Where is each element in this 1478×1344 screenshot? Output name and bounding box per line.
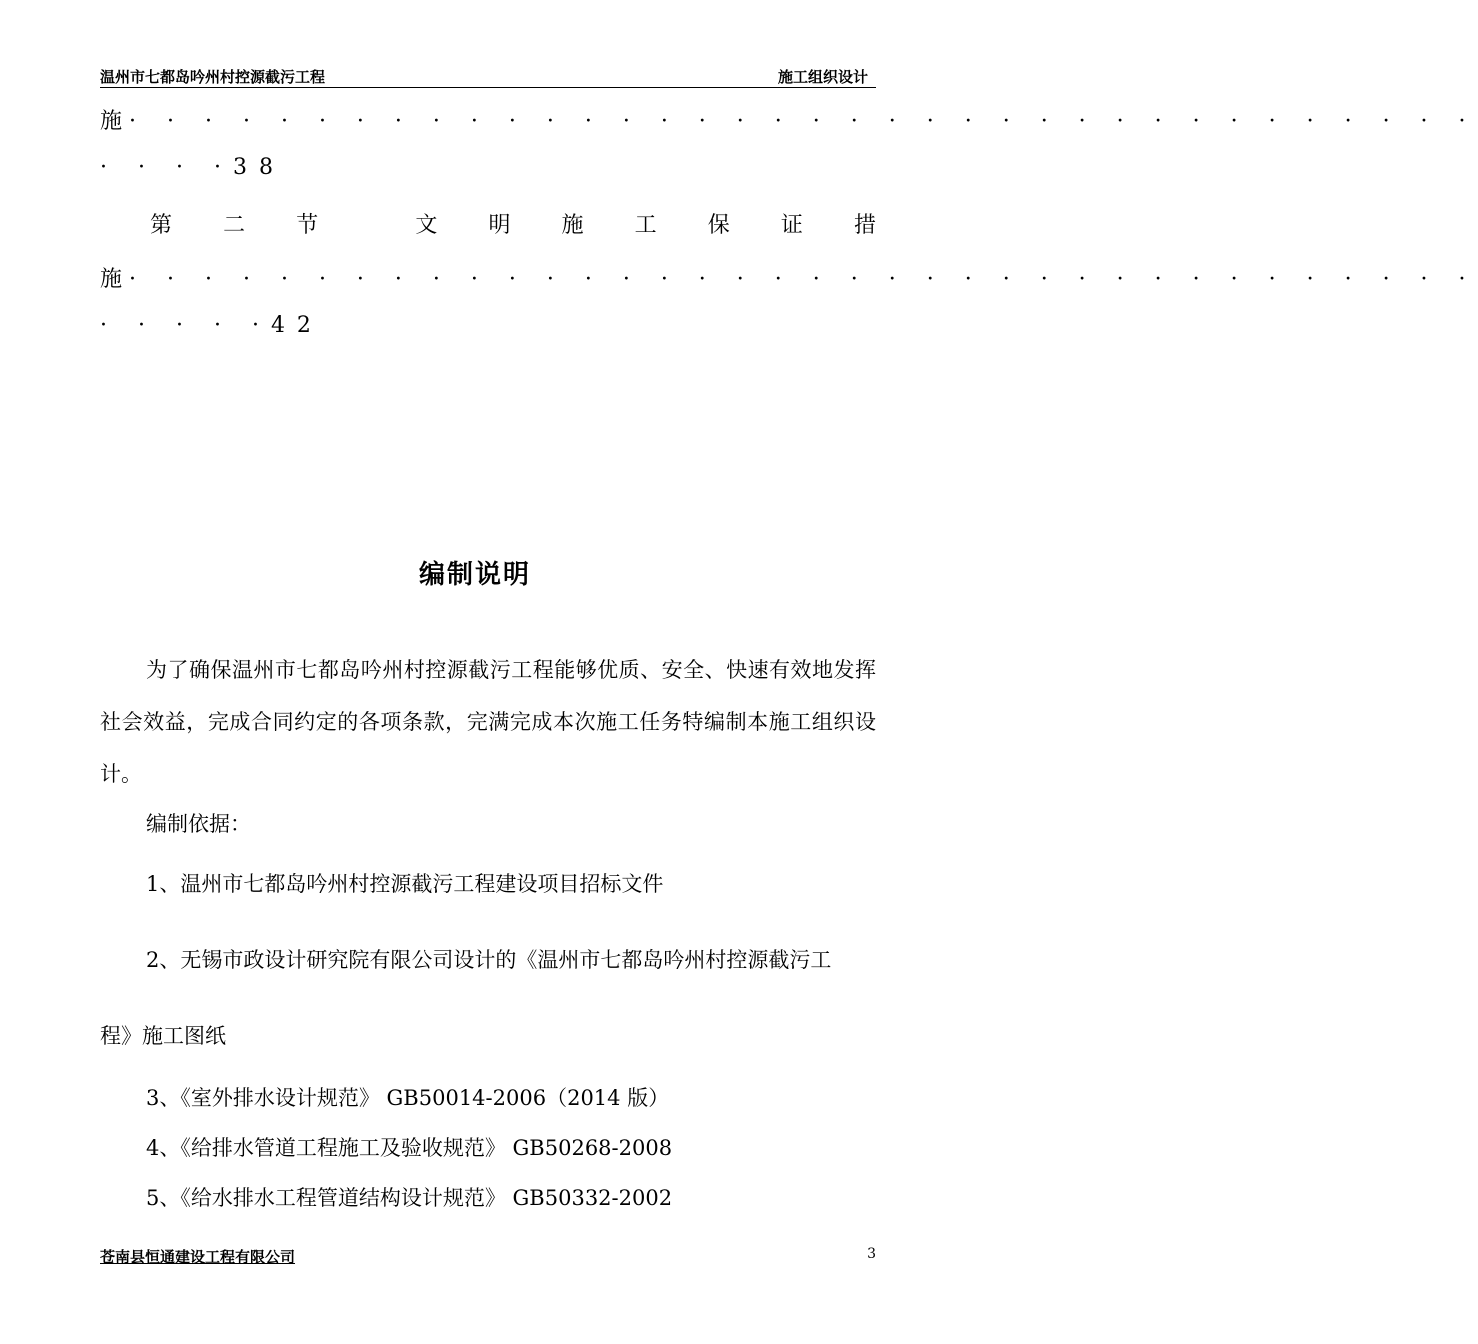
toc-page-ref: · · · ·38: [100, 155, 285, 180]
header-doc-type: 施工组织设计: [777, 68, 868, 86]
basis-item: 1、温州市七都岛吟州村控源截污工程建设项目招标文件: [146, 872, 664, 896]
toc-section-char: 文: [415, 213, 438, 238]
basis-item: 3、《室外排水设计规范》 GB50014-2006（2014 版）: [146, 1086, 670, 1110]
basis-label: 编制依据：: [146, 812, 251, 836]
toc-section-heading: [150, 208, 876, 239]
page-title: 编制说明: [418, 560, 531, 590]
toc-leaders: · · · · · · · · · · · · · · · · · · · · · · · · · · · · · · · · · · · ·: [129, 109, 1478, 134]
basis-item: 2、无锡市政设计研究院有限公司设计的《温州市七都岛吟州村控源截污工: [146, 948, 832, 972]
toc-section-char: 施: [561, 213, 584, 238]
basis-item-continuation: 程》施工图纸: [100, 1024, 226, 1048]
intro-paragraph: 为了确保温州市七都岛吟州村控源截污工程能够优质、安全、快速有效地发挥社会效益，完成合同约定的各项条款，完满完成本次施工任务特编制本施工组织设计。: [100, 658, 876, 786]
toc-char: 施: [100, 109, 123, 134]
toc-section-char: 保: [707, 213, 730, 238]
toc-entry-line: [100, 104, 1478, 135]
footer-company: 苍南县恒通建设工程有限公司: [100, 1248, 296, 1266]
toc-entry-line: [100, 262, 1478, 293]
toc-section-char: 明: [488, 213, 511, 238]
header-rule: [100, 87, 876, 88]
header-project: 温州市七都岛吟州村控源截污工程: [100, 68, 326, 86]
toc-section-char: 二: [223, 213, 246, 238]
basis-item: 5、《给水排水工程管道结构设计规范》 GB50332-2002: [146, 1186, 673, 1210]
toc-section-char: 工: [634, 213, 657, 238]
page-number: 3: [867, 1246, 876, 1262]
toc-section-char: 证: [780, 213, 803, 238]
basis-item: 4、《给排水管道工程施工及验收规范》 GB50268-2008: [146, 1136, 673, 1160]
toc-entry-page-line: [100, 313, 876, 338]
toc-page-ref: · · · · ·42: [100, 313, 323, 338]
toc-entry-page-line: [100, 155, 876, 180]
toc-char: 施: [100, 267, 123, 292]
toc-section-char: 节: [296, 213, 319, 238]
toc-section-char: 第: [150, 213, 173, 238]
toc-section-char: 措: [853, 213, 876, 238]
toc-leaders: · · · · · · · · · · · · · · · · · · · · · · · · · · · · · · · · · · · ·: [129, 267, 1478, 292]
